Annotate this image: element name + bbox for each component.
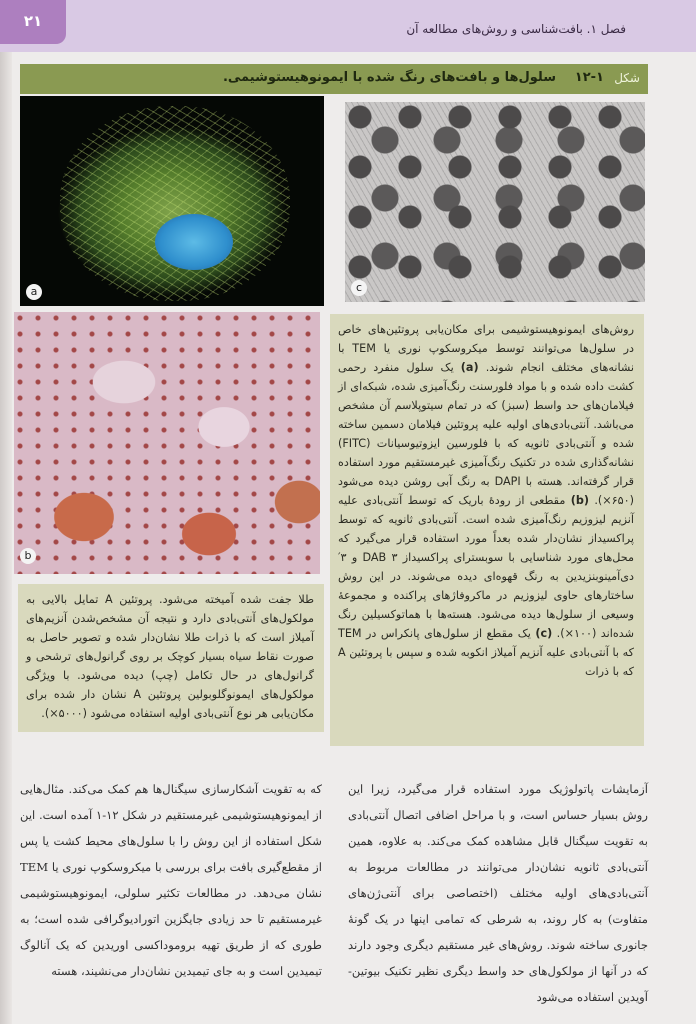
caption-c-label: (c)	[535, 627, 553, 640]
intermediate-filaments	[60, 106, 290, 301]
page-header	[0, 0, 696, 52]
panel-letter-a: a	[26, 284, 42, 300]
caption-b-label: (b)	[570, 494, 589, 507]
figure-caption-left	[18, 584, 324, 732]
caption-c-continued: طلا جفت شده آمیخته می‌شود. پروتئین A تمایل بالایی به مولکول‌های آنتی‌بادی دارد و نتیجه آن مشخص‌شدن آنزیم‌های آمیلاز است که با ذرات طلا نشان‌دار شده و تصویر حاصل به صورت نقاط سیاه بسیار کوچک بر روی گرانول‌های ترشحی و گرانول‌های در حال تکامل (چپ) دیده می‌شود. با ویژگی مولکول‌های ایمونوگلوبولین پروتئین A نشان دار شده برای مکان‌یابی هر نوع آنتی‌بادی اولیه استفاده می‌شود (۵۰۰۰×).	[26, 593, 314, 720]
micrograph-panel-a	[20, 96, 324, 306]
body-paragraph-right: آزمایشات پاتولوژیک مورد استفاده قرار می‌گیرد، زیرا این روش بسیار حساس است، و با مراحل اضافی اتصال آنتی‌بادی به تقویت سیگنال قابل مشاهده کمک می‌کند. به علاوه، همین آنتی‌بادی ثانویه نشان‌دار می‌توانند در مطالعات مربوط به آنتی‌بادی‌های اولیه مختلف (اختصاصی برای آنتی‌ژن‌های متفاوت) به کار روند، به شرطی که تمامی اینها در یک گونهٔ جانوری ساخته شوند. روش‌های غیر مستقیم دیگری وجود دارند که در آنها از مولکول‌های حد واسط دیگری نظیر تکنیک بیوتین-آویدین استفاده می‌شود	[348, 782, 648, 1004]
panel-letter-c: c	[351, 280, 367, 296]
page-number: ۲۱	[23, 12, 43, 30]
figure-label: شکل	[614, 71, 640, 85]
caption-c-text: یک مقطع از سلول‌های پانکراس در TEM که با آنتی‌بادی علیه آنزیم آمیلاز انکوبه شده و سپس با پروتئین A که با ذرات	[338, 627, 634, 678]
figure-number: ۱۲-۱	[574, 70, 604, 85]
micrograph-panel-b	[14, 312, 320, 574]
panel-letter-b: b	[20, 548, 36, 564]
page-edge	[0, 0, 12, 1024]
body-column-right	[348, 776, 648, 1010]
figure-title: سلول‌ها و بافت‌های رنگ شده با ایمونوهیستوشیمی.	[222, 70, 556, 85]
caption-intro: روش‌های ایمونوهیستوشیمی برای مکان‌یابی پروتئین‌های خاص در سلول‌ها می‌توانند توسط میکروسکوپ نوری یا TEM با نشانه‌های مختلف انجام شوند.	[338, 323, 634, 374]
caption-b-text: مقطعی از رودهٔ باریک که توسط آنتی‌بادی علیه آنزیم لیزوزیم رنگ‌آمیزی شده است. آنتی‌بادی ثانویه که توسط پراکسیداز نشان‌دار شده بعداً مورد استفاده قرار می‌گیرد که محل‌های مورد شناسایی با سوبسترای پراکسیداز DAB ۳ و ۳′ دی‌آمینوبنزیدین به رنگ قهوه‌ای دیده می‌شوند. در این روش ساختارهای حاوی لیزوزیم در ماکروفاژهای پراکنده و مجموعهٔ وسیعی از سلول‌ها دیده می‌شود. هسته‌ها با هماتوکسیلین رنگ شده‌اند (۱۰۰×).	[338, 494, 634, 640]
body-column-left	[20, 776, 322, 984]
micrograph-panel-c	[345, 102, 645, 302]
running-head: فصل ۱. بافت‌شناسی و روش‌های مطالعه آن	[406, 22, 626, 36]
page-number-tab	[0, 0, 66, 44]
caption-a-text: یک سلول منفرد رحمی کشت داده شده و با مواد فلورسنت رنگ‌آمیزی شده، شبکه‌ای از فیلامان‌های حد واسط (سبز) که در تمام سیتوپلاسم آن مشخص می‌باشد. آنتی‌بادی‌های اولیه علیه پروتئین فیلامان دسمین ساخته شده و آنتی‌بادی ثانویه که با فلورسین ایزوتیوسیانات (FITC) نشانه‌گذاری شده در تکنیک رنگ‌آمیزی غیرمستقیم مورد استفاده قرار گرفته‌اند. هسته با DAPI به رنگ آبی روشن دیده می‌شود (۶۵۰×).	[338, 361, 635, 507]
figure-caption-right	[330, 314, 644, 746]
body-paragraph-left: که به تقویت آشکارسازی سیگنال‌ها هم کمک می‌کند. مثال‌هایی از ایمونوهیستوشیمی غیرمستقیم در شکل ۱۲-۱ آمده است. این شکل استفاده از این روش را با سلول‌های محیط کشت یا پس از مقطع‌گیری بافت برای بررسی با میکروسکوپ نوری یا TEM نشان می‌دهد. در مطالعات تکثیر سلولی، ایمونوهیستوشیمی غیرمستقیم تا حد زیادی جایگزین اتورادیوگرافی شده است؛ به طوری که از طریق تهیه بروموداکسی اوریدین که یک آنالوگ تیمیدین است و به جای تیمیدین نشان‌دار می‌نشیند، هسته	[20, 782, 322, 978]
figure-caption-bar	[20, 64, 648, 94]
caption-a-label: (a)	[460, 361, 479, 374]
nucleus-dapi	[155, 214, 233, 270]
